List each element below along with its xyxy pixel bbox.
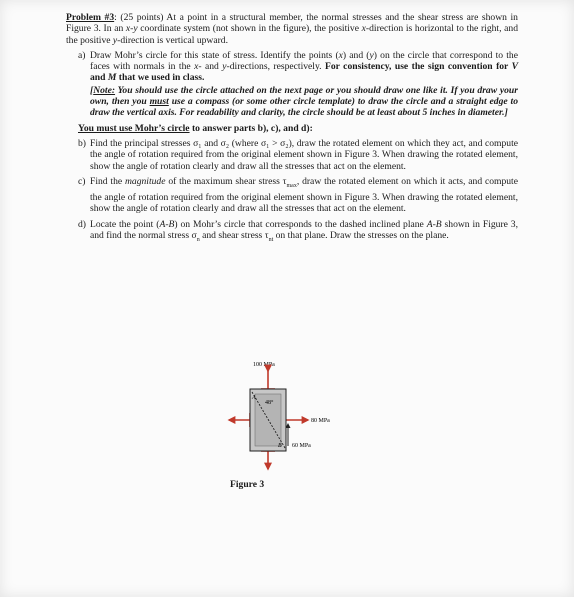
problem-intro: Problem #3: (25 points) At a point in a structural member, the normal stresses and the shear stress are shown in Figure 3. In an x-y coordinate system (not shown in the figure), the positive x-direction is horizontal to the right, and the positive y-direction is vertical upward. <box>66 12 518 46</box>
part-b: b) Find the principal stresses σ₁ and σ₂ (where σ₁ > σ₂), draw the rotated element on which they act, and compute the angle of rotation required from the original element shown in Figure 3. When drawing the rotated element, show the angle of rotation clearly and draw all the stresses that act on the element. <box>78 137 518 172</box>
label-b: B <box>278 443 282 449</box>
problem-title: Problem #3 <box>66 12 115 23</box>
label-80mpa: 80 MPa <box>311 418 330 424</box>
note-paragraph: [Note: You should use the circle attached on the next page or you should draw one like it. If you draw your own, then you must use a compass (or some other circle template) to draw the circle and a straight edge to draw the vertical axis. For readability and clarity, the circle should be at least about 5 inches in diameter.] <box>90 84 518 119</box>
label-angle: 48° <box>265 400 274 406</box>
part-c: c) Find the magnitude of the maximum shear stress $\tau_{max}$, draw the rotated element on which it acts, and compute the angle of rotation required from the original element shown in Figure 3. When drawing the rotated element, show the angle of rotation clearly and draw all the stresses that act on the element. <box>78 175 518 215</box>
part-d: d) Locate the point (A-B) on Mohr’s circle that corresponds to the dashed inclined plane A-B shown in Figure 3, and find the normal stress $\sigma_n$ and shear stress $\tau_{nt}$ on that plane. Draw the stresses on the plane. <box>78 218 519 243</box>
figure-caption: Figure 3 <box>230 479 265 490</box>
problem-text <box>66 12 518 246</box>
part-a: a) Draw Mohr’s circle for this state of stress. Identify the points (x) and (y) on the circle that correspond to the faces with normals in the x- and y-directions, respectively. For consistency, use the sign convention for V and M that we used in class. <box>78 49 518 84</box>
label-a: A <box>252 395 256 401</box>
mohr-instruction: You must use Mohr’s circle to answer parts b), c), and d): <box>78 122 313 134</box>
label-100mpa: 100 MPa <box>253 362 275 368</box>
stress-element-figure <box>205 352 355 502</box>
label-60mpa: 60 MPa <box>292 443 311 449</box>
